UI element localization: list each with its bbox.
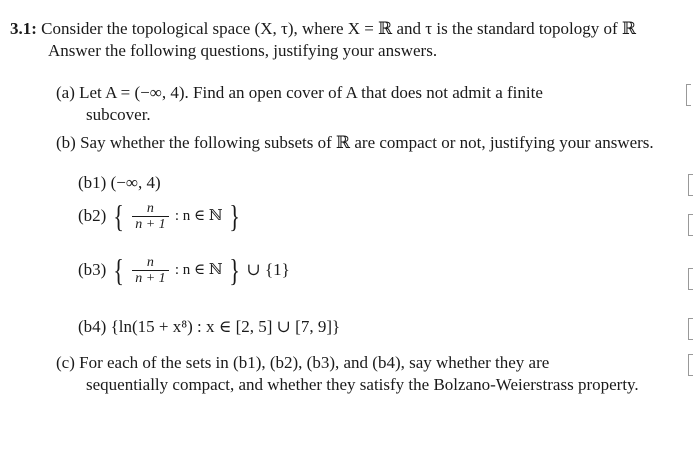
part-b4-expr: {ln(15 + x⁸) : x ∈ [2, 5] ∪ [7, 9]}	[110, 317, 341, 336]
part-b3-fraction	[132, 255, 168, 286]
part-c-text: For each of the sets in (b1), (b2), (b3), and (b4), say whether they are	[79, 353, 550, 372]
answer-bracket-b3	[688, 268, 693, 290]
part-a-line2: subcover.	[86, 105, 151, 124]
part-b-label: (b)	[56, 133, 76, 152]
part-a-label: (a)	[56, 83, 75, 102]
part-b3-line	[78, 254, 290, 298]
answer-bracket-b4	[688, 318, 693, 340]
part-b4-line	[78, 316, 340, 338]
part-b3-denominator: n + 1	[135, 270, 166, 286]
part-b1-expr: (−∞, 4)	[110, 173, 161, 192]
part-b3-label: (b3)	[78, 260, 107, 279]
part-b1-line	[78, 172, 161, 194]
part-b2-line	[78, 200, 242, 244]
part-b3-condition: : n ∈ ℕ	[174, 262, 223, 278]
part-b3-right-brace: }	[229, 252, 240, 288]
answer-bracket-b2	[688, 214, 693, 236]
part-c-line1	[56, 352, 549, 374]
part-b4-label: (b4)	[78, 317, 107, 336]
part-b2-right-brace: }	[229, 198, 240, 234]
problem-intro-line2: Answer the following questions, justifying your answers.	[48, 41, 438, 60]
part-b-text: Say whether the following subsets of ℝ are compact or not, justifying your answers.	[80, 133, 654, 152]
part-b-line	[56, 132, 654, 154]
problem-intro-text: Consider the topological space (X, τ), where X = ℝ and τ is the standard topology of ℝ	[41, 19, 637, 38]
part-a-line1	[56, 82, 543, 104]
part-c-line2: sequentially compact, and whether they satisfy the Bolzano-Weierstrass property.	[86, 375, 639, 394]
part-b3-union: ∪ {1}	[246, 260, 290, 279]
part-c-label: (c)	[56, 353, 75, 372]
part-b2-label: (b2)	[78, 206, 107, 225]
part-b2-denominator: n + 1	[135, 216, 166, 232]
part-a-text: Let A = (−∞, 4). Find an open cover of A that does not admit a finite	[79, 83, 543, 102]
answer-bracket-b1	[688, 174, 693, 196]
part-b1-label: (b1)	[78, 173, 107, 192]
part-b2-numerator: n	[132, 201, 168, 217]
part-b3-left-brace: {	[112, 252, 124, 288]
answer-bracket-a	[686, 84, 691, 106]
problem-number: 3.1:	[10, 19, 37, 38]
part-b2-left-brace: {	[112, 198, 124, 234]
part-b2-fraction	[132, 201, 168, 232]
problem-intro-line1	[10, 18, 636, 40]
part-b2-condition: : n ∈ ℕ	[174, 208, 223, 224]
answer-bracket-c	[688, 354, 693, 376]
part-b3-numerator: n	[132, 255, 168, 271]
